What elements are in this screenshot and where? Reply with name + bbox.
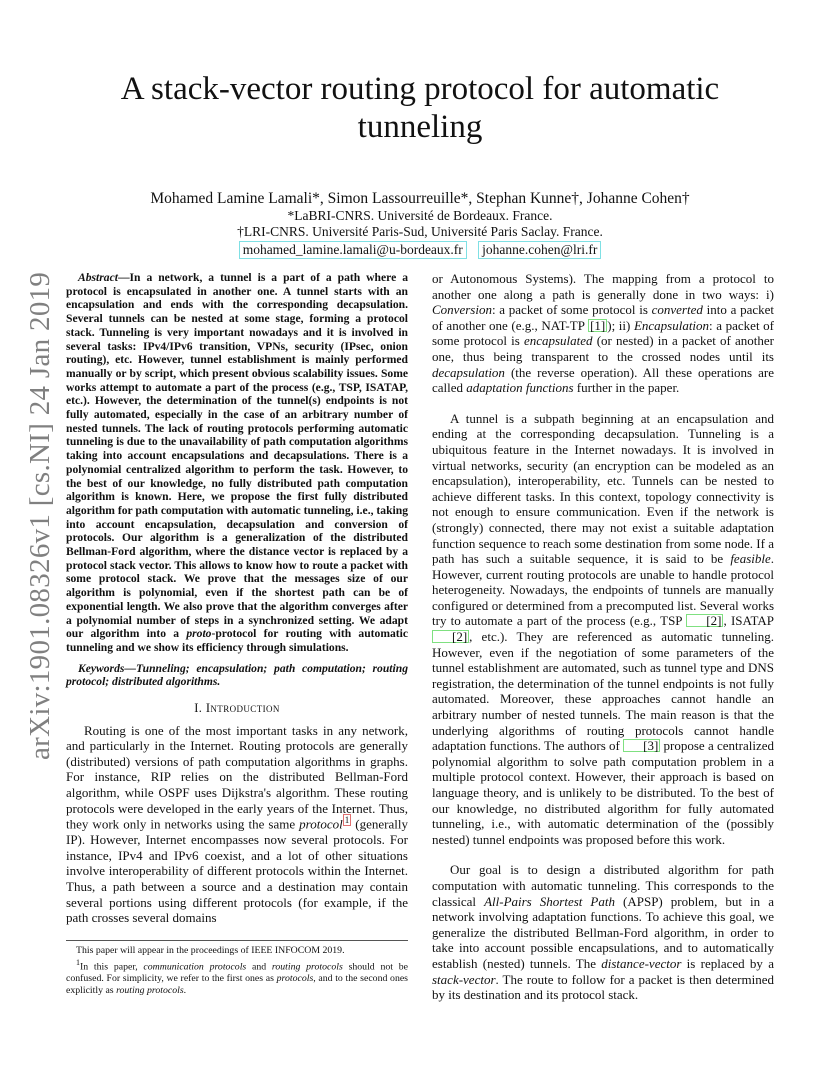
emails [100,241,740,259]
fn-routing-protocols: routing protocols [271,961,343,973]
r1-e: : a packet of some protocol is [432,317,774,349]
r2-c: , ISATAP [723,613,774,629]
keywords-text: —Tunneling; encapsulation; path computation; routing protocol; distributed algorithms. [66,661,408,689]
abstract-proto: proto [186,627,212,641]
fn-comm-protocols: communication protocols [143,961,247,973]
keywords [66,662,408,689]
r3-distance-vector: distance-vector [601,955,682,971]
r2-e: propose a centralized polynomial algorithm to solve path computation problem in a multiple protocol context. However, their approach is based on language theory, and is unlikely to be distributed. To the best of our knowledge, no distributed algorithm for fully automated tunneling, i.e., with automatic determination of the (possibly nested) tunnel endpoints was proposed before this work. [432,738,774,847]
r2-d: , etc.). They are referenced as automatic tunneling. However, even if the negotiation of some parameters of the tunnel establishment are automated, such as tunnel type and DNS registration, the determination of the tunnel endpoints is not fully automated. Moreover, these approaches cannot handle an arbitrary number of nested tunnels. The main reason is that the underlying algorithms of routing protocols cannot handle adaptation functions. The authors of [432,629,774,754]
r2-feasible: feasible [730,551,771,567]
footnote-ref-1[interactable]: 1 [344,815,350,826]
authors: Mohamed Lamine Lamali*, Simon Lassourreuille*, Stephan Kunne†, Johanne Cohen† [150,190,690,207]
email-link-cohen[interactable]: johanne.cohen@lri.fr [478,241,601,259]
r1-conversion: Conversion [432,302,492,318]
r2-b: . However, current routing protocols are unable to handle protocol heterogeneity. Nowadays, the endpoints of tunnels are manually configured or determined from a precomputed list. Several works try to automate a part of the process (e.g., TSP [432,551,774,629]
fn-routing-protocols-2: routing protocols [116,985,184,997]
fn-text-d: , and to the second ones explicitly as [66,973,408,997]
intro-paragraph [66,723,408,926]
r1-encapsulation: Encapsulation [633,317,710,333]
fn-protocols: protocols [276,973,314,985]
footnote-1-number: 1 [76,958,80,967]
fn-text-c: should not be confused. For simplicity, we refer to the first ones as [66,961,408,985]
citation-link-3[interactable]: [3] [623,739,660,752]
right-column [432,271,774,1003]
r1-adaptation: adaptation functions [466,380,574,396]
r3-stack-vector: stack-vector [432,971,496,987]
intro-text-a: Routing is one of the most important tasks in any network, and particularly in the Internet. Routing protocols are generally (distributed) versions of path computation algorithms in graphs. For instance, RIP relies on the distributed Bellman-Ford algorithm, while OSPF uses Dijkstra's algorithm. These routing protocols were developed in the early years of the Internet. Thus, they work only in networks using the same [66,722,408,832]
abstract-end: -protocol for routing with automatic tunneling and we show its efficiency through simulations. [66,627,409,654]
right-paragraph-3 [432,862,774,1002]
right-paragraph-2 [432,411,774,848]
right-paragraph-1 [432,271,774,396]
affiliation-labri: *LaBRI-CNRS. Université de Bordeaux. France. [287,208,553,223]
citation-link-2[interactable]: [2] [686,614,723,627]
abstract-text: —In a network, a tunnel is a part of a path where a protocol is encapsulated in another one. A tunnel starts with an encapsulation and ends with the corresponding decapsulation. Several tunnels can be nested at some stage, forming a protocol stack. Tunneling is very important nowadays and it is involved in several tasks: IPv4/IPv6 transition, VPNs, security (IPsec, onion routing), etc. However, tunnel establishment is mainly performed manually or by script, which present obvious scalability issues. Some works attempt to automate a part of the process (e.g., TSP, ISATAP, etc.). However, the determination of the tunnel(s) endpoints is not fully automated, especially in the case of an arbitrary number of nested tunnels. The lack of routing protocols performing automatic tunneling is due to the unavailability of path computation algorithms taking into account encapsulations and decapsulations. There is a polynomial centralized algorithm to perform the task. However, to the best of our knowledge, no fully distributed path computation algorithm is known. Here, we propose the first fully distributed algorithm for path computation with automatic tunneling, i.e., taking into account encapsulation, decapsulation and conversion of protocols. Our algorithm is a generalization of the distributed Bellman-Ford algorithm, where the distance vector is replaced by a protocol stack vector. This allows to know how to route a packet with some protocol stack. We prove that the messages size of our algorithm is polynomial, even if the shortest path can be of exponential length. We also prove that the algorithm converges after a polynomial number of steps in a synchronized setting. We adapt our algorithm into a [66,271,408,641]
citation-link-2b[interactable]: [2] [432,630,469,643]
r3-a: Our goal is to design a distributed algorithm for path computation with automatic tunneling. This corresponds to the classical [432,862,774,909]
r1-a: or Autonomous Systems). The mapping from a protocol to another one along a path is generally done in two ways: i) [432,271,774,302]
fn-text-e: . [183,985,187,997]
section-heading-introduction [66,701,408,717]
arxiv-identifier: arXiv:1901.08326v1 [cs.NI] 24 Jan 2019 [24,271,56,760]
fn-text-a: In this paper, [80,961,144,973]
r3-c: is replaced by a [681,955,774,971]
section-title: Introduction [205,701,280,716]
footnote-conference: This paper will appear in the proceedings of IEEE INFOCOM 2019. [76,945,345,956]
left-column [66,271,408,926]
abstract-label: Abstract [78,271,118,284]
r2-a: A tunnel is a subpath beginning at an encapsulation and ending at the corresponding decapsulation. Tunneling is a ubiquitous feature in the Internet nowadays. It is involved in virtual networks, security (an encryption can be modeled as an encapsulation), interoperability, etc. Tunnels can be nested to achieve different tasks. In this context, topology connectivity is not enough to ensure communication. Even if the network is (strongly) connected, there may not exist a suitable adaptation function sequence to reach some destination from some node. If a path has such a suitable sequence, it is said to be [432,410,774,567]
email-link-lamali[interactable]: mohamed_lamine.lamali@u-bordeaux.fr [239,241,467,259]
section-number: I. [194,701,206,716]
r1-g: (the reverse operation). All these operations are called [432,364,774,396]
intro-text-b: (generally IP). However, Internet encompasses now several protocols. For instance, IPv4 and IPv6 coexist, and a lot of other situations involve interoperability of different protocols within the Internet. Thus, a path between a source and a destination may contain several portions using different protocols (for example, if the path crosses several domains [66,816,408,926]
footnote-1 [66,957,408,997]
r1-b: : a packet of some protocol is [491,302,652,318]
r1-d: ); ii) [607,317,634,333]
r3-d: . The route to follow for a packet is then determined by its destination and its protocol stack. [432,971,774,1003]
paper-title: A stack-vector routing protocol for automatic tunneling [120,71,720,145]
r3-apsp: All-Pairs Shortest Path [484,893,615,909]
abstract [66,271,408,655]
keywords-label: Keywords [78,661,125,675]
r1-c: into a packet of another one (e.g., NAT-TP [432,302,774,333]
r1-converted: converted [651,302,703,318]
r1-encapsulated: encapsulated [523,333,593,349]
intro-protocol: protocol [299,816,343,832]
r1-h: further in the paper. [573,380,680,396]
fn-text-b: and [246,961,272,973]
r1-f: (or nested) in a packet of another one, thus being transparent to the crossed nodes until its [432,333,775,364]
citation-link-1[interactable]: [1] [590,317,606,333]
footnotes [66,940,408,997]
r1-decapsulation: decapsulation [432,364,505,380]
affiliation-lri: †LRI-CNRS. Université Paris-Sud, Université Paris Saclay. France. [237,224,603,239]
r3-b: (APSP) problem, but in a network involving adaptation functions. To achieve this goal, we generalize the distributed Bellman-Ford algorithm, in order to take into account possible encapsulations, and to automatically establish (nested) tunnels. The [432,893,774,971]
